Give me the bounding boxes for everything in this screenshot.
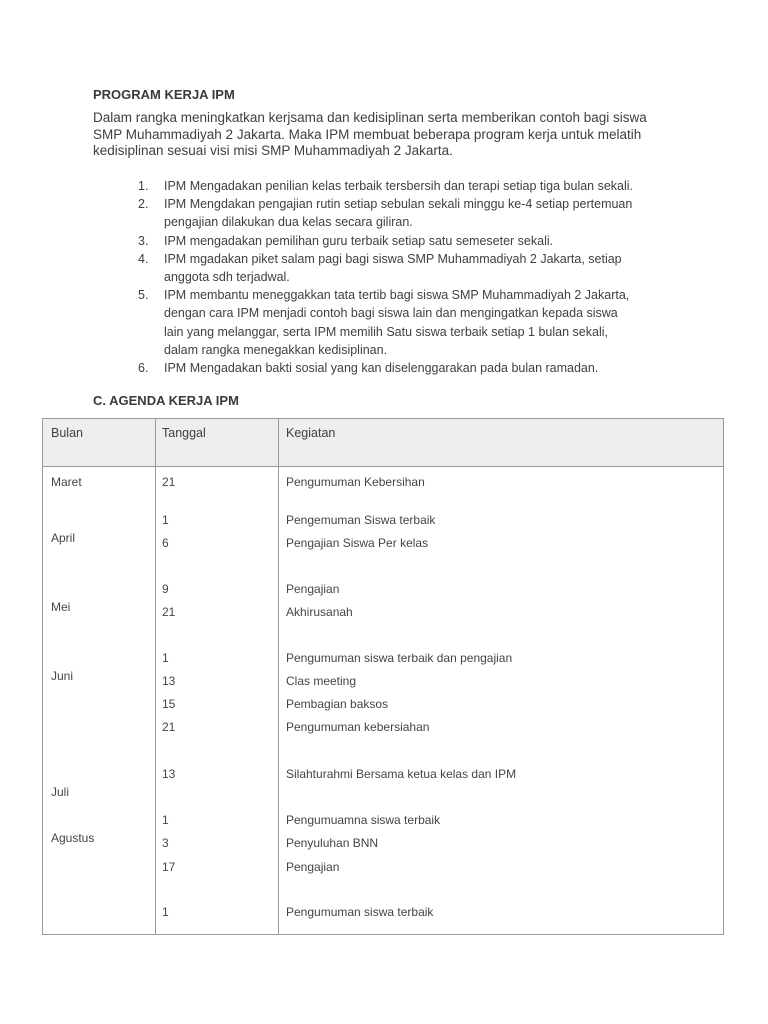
header-kegiatan: Kegiatan [286, 426, 336, 440]
month-cell: Juli [51, 785, 70, 799]
list-number: 2. [138, 197, 149, 212]
list-line: dengan cara IPM menjadi contoh bagi siswa lain dan mengingatkan kepada siswa [164, 306, 618, 321]
date-cell: 1 [162, 651, 169, 665]
activity-cell: Pengajian Siswa Per kelas [286, 536, 429, 550]
list-item [138, 195, 678, 231]
program-list [138, 177, 678, 377]
header-tanggal: Tanggal [162, 426, 206, 440]
agenda-title: C. AGENDA KERJA IPM [93, 393, 239, 408]
column-divider [278, 419, 279, 934]
list-line: IPM mengadakan pemilihan guru terbaik setiap satu semeseter sekali. [164, 233, 554, 248]
agenda-table [42, 418, 724, 935]
list-line: IPM Mengdakan pengajian rutin setiap sebulan sekali minggu ke-4 setiap pertemuan [164, 197, 633, 212]
list-number: 6. [138, 361, 149, 376]
list-number: 1. [138, 179, 149, 193]
date-cell: 1 [162, 813, 169, 827]
list-item [138, 250, 678, 286]
month-cell: April [51, 531, 76, 545]
activity-cell: Penyuluhan BNN [286, 836, 379, 850]
list-item [138, 359, 678, 377]
list-line: IPM mgadakan piket salam pagi bagi siswa SMP Muhammadiyah 2 Jakarta, setiap [164, 251, 622, 266]
month-cell: Maret [51, 475, 82, 489]
list-line: pengajian dilakukan dua kelas secara giliran. [164, 215, 413, 230]
date-cell: 1 [162, 513, 169, 527]
activity-cell: Clas meeting [286, 674, 357, 688]
list-number: 3. [138, 233, 149, 248]
intro-paragraph [93, 110, 693, 160]
intro-line: Dalam rangka meningkatkan kerjsama dan kedisiplinan serta memberikan contoh bagi siswa [93, 110, 647, 125]
header-bulan: Bulan [51, 426, 83, 440]
activity-cell: Pengumuman kebersiahan [286, 720, 430, 734]
list-line: lain yang melanggar, serta IPM memilih Satu siswa terbaik setiap 1 bulan sekali, [164, 324, 608, 339]
activity-cell: Pembagian baksos [286, 697, 389, 711]
month-cell: Mei [51, 600, 71, 614]
date-cell: 3 [162, 836, 169, 850]
activity-cell: Pengajian [286, 582, 340, 596]
column-divider [155, 419, 156, 934]
intro-line: kedisiplinan sesuai visi misi SMP Muhammadiyah 2 Jakarta. [93, 143, 453, 158]
list-number: 5. [138, 288, 149, 303]
month-cell: Agustus [51, 831, 95, 845]
list-item [138, 232, 678, 250]
date-cell: 21 [162, 605, 176, 619]
date-cell: 13 [162, 767, 176, 781]
date-cell: 1 [162, 905, 169, 919]
list-item [138, 177, 678, 195]
list-number: 4. [138, 251, 149, 266]
date-cell: 15 [162, 697, 176, 711]
date-cell: 9 [162, 582, 169, 596]
activity-cell: Pengumuamna siswa terbaik [286, 813, 441, 827]
activity-cell: Pengumuman siswa terbaik [286, 905, 434, 919]
date-cell: 13 [162, 674, 176, 688]
table-header-row [43, 419, 723, 467]
date-cell: 6 [162, 536, 169, 550]
activity-cell: Pengumuman Kebersihan [286, 475, 425, 489]
list-line: dalam rangka menegakkan kedisiplinan. [164, 342, 388, 357]
list-line: IPM membantu meneggakkan tata tertib bagi siswa SMP Muhammadiyah 2 Jakarta, [164, 288, 630, 303]
activity-cell: Silahturahmi Bersama ketua kelas dan IPM [286, 767, 517, 781]
activity-cell: Pengumuman siswa terbaik dan pengajian [286, 651, 513, 665]
activity-cell: Pengemuman Siswa terbaik [286, 513, 436, 527]
list-item [138, 286, 678, 359]
date-cell: 17 [162, 860, 176, 874]
list-line: IPM Mengadakan bakti sosial yang kan diselenggarakan pada bulan ramadan. [164, 361, 599, 376]
list-line: anggota sdh terjadwal. [164, 270, 290, 285]
activity-cell: Akhirusanah [286, 605, 353, 619]
intro-line: SMP Muhammadiyah 2 Jakarta. Maka IPM membuat beberapa program kerja untuk melatih [93, 126, 642, 142]
month-cell: Juni [51, 669, 74, 683]
date-cell: 21 [162, 720, 176, 734]
activity-cell: Pengajian [286, 860, 340, 874]
date-cell: 21 [162, 475, 176, 489]
program-title: PROGRAM KERJA IPM [93, 87, 235, 102]
list-line: IPM Mengadakan penilian kelas terbaik tersbersih dan terapi setiap tiga bulan sekali. [164, 179, 634, 193]
